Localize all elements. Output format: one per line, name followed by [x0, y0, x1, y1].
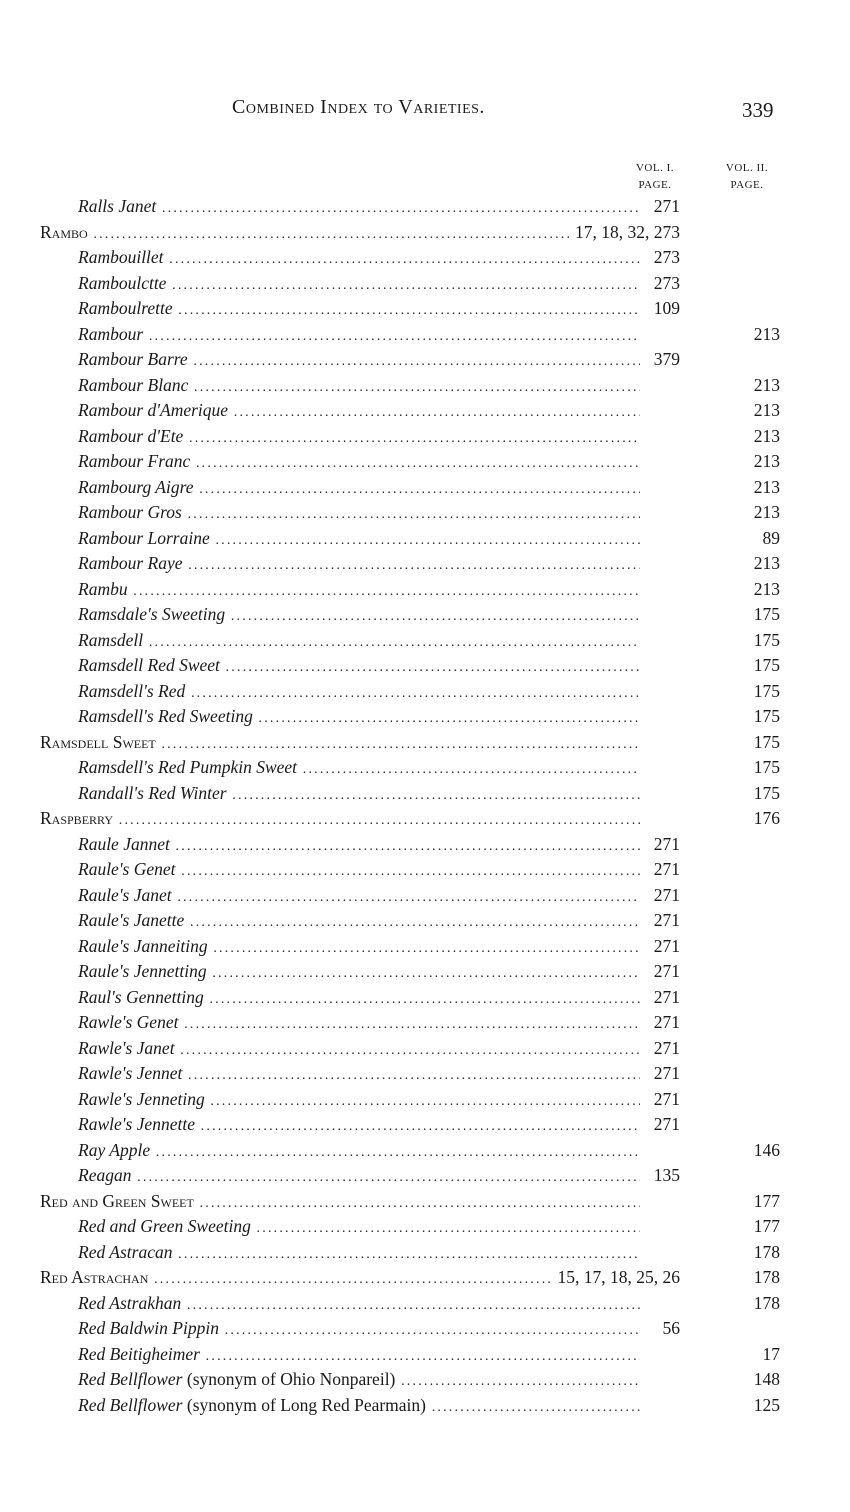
synonym-note: (synonym of Long Red Pearmain): [186, 1394, 426, 1415]
entry-label: [78, 475, 640, 503]
vol2-page-ref: 213: [753, 502, 780, 522]
variety-name: Rawle's Jennet: [78, 1063, 183, 1083]
index-entry-row: [0, 679, 850, 705]
vol2-page-ref: 213: [753, 374, 780, 395]
index-entry-row: [0, 934, 850, 960]
variety-name: Reagan: [78, 1165, 132, 1185]
entry-label: [78, 755, 640, 783]
page-number: 339: [742, 98, 774, 122]
index-entry-row: [0, 653, 850, 679]
variety-name: Raule Jannet: [78, 833, 170, 854]
variety-name: Rambour Lorraine: [78, 527, 210, 548]
index-entry-row: [0, 194, 850, 220]
variety-name: Rambourg Aigre: [78, 476, 194, 497]
variety-name: Ray Apple: [78, 1139, 151, 1160]
index-entry-row: [0, 1291, 850, 1317]
variety-name: Ralls Janet: [78, 196, 157, 216]
variety-name: Rambour Blanc: [78, 374, 189, 395]
entry-label: [78, 1163, 640, 1191]
index-entry-row: [0, 1112, 850, 1138]
vol2-page-ref: 175: [753, 706, 780, 726]
index-entry-row: [0, 832, 850, 858]
vol2-page-ref: 176: [753, 808, 780, 828]
entry-label: [78, 322, 640, 350]
vol2-page-ref: 175: [753, 629, 780, 650]
index-entry-row: [0, 628, 850, 654]
vol2-page-ref: 213: [753, 323, 780, 344]
entry-label: [40, 806, 640, 834]
index-entry-row: [0, 322, 850, 348]
index-entry-row: [0, 730, 850, 756]
vol2-header-line2: PAGE.: [730, 179, 764, 191]
vol1-page-ref: 271: [650, 194, 680, 220]
vol1-page-ref: 15, 17, 18, 25, 26: [554, 1265, 681, 1291]
vol2-page-ref: 213: [753, 578, 780, 599]
vol2-page-ref: 148: [753, 1369, 780, 1389]
vol1-page-ref: 56: [659, 1316, 681, 1342]
vol1-page-ref: 271: [650, 959, 680, 985]
index-entry-row: [0, 1240, 850, 1266]
index-entry-row: [0, 500, 850, 526]
variety-name: Rambu: [78, 578, 128, 599]
index-entry-row: [0, 347, 850, 373]
vol2-page-ref: 175: [753, 680, 780, 701]
variety-name: Rawle's Janet: [78, 1037, 175, 1058]
entry-label: [78, 883, 640, 911]
entry-label: [78, 857, 640, 885]
entry-label: [40, 1189, 640, 1217]
entry-label: [78, 679, 640, 707]
variety-name: Raule's Jennetting: [78, 961, 207, 981]
index-entry-row: [0, 908, 850, 934]
variety-name: Red Astrakhan: [78, 1292, 182, 1313]
vol1-page-ref: 271: [650, 934, 680, 960]
index-entry-row: [0, 577, 850, 603]
index-entry-row: [0, 1036, 850, 1062]
vol1-page-ref: 271: [650, 1036, 680, 1062]
variety-name: Red Astrachan: [40, 1267, 149, 1287]
index-entry-row: [0, 475, 850, 501]
index-entry-row: [0, 1316, 850, 1342]
variety-name: Ramboulctte: [78, 272, 167, 293]
index-entry-row: [0, 1393, 850, 1419]
vol2-page-ref: 177: [753, 1216, 780, 1236]
entry-label: [78, 373, 640, 401]
entry-label: [78, 1393, 640, 1421]
entry-label: [78, 245, 640, 273]
entry-label: [78, 908, 640, 936]
vol2-page-ref: 89: [762, 527, 780, 548]
vol1-header-line1: VOL. I.: [635, 162, 675, 174]
entry-label: [78, 194, 640, 222]
variety-name: Red Bellflower: [78, 1369, 183, 1389]
variety-name: Rambour d'Amerique: [78, 400, 229, 420]
entry-label: [78, 1087, 640, 1115]
entry-label: [78, 704, 640, 732]
entry-label: [78, 1342, 640, 1370]
variety-name: Ramsdell Sweet: [40, 731, 156, 752]
vol1-page-ref: 271: [650, 908, 680, 934]
vol1-page-ref: 109: [650, 296, 680, 322]
variety-name: Rambouillet: [78, 247, 164, 267]
variety-name: Rambo: [40, 221, 88, 242]
variety-name: Rambour Franc: [78, 451, 191, 471]
vol2-page-ref: 213: [753, 553, 780, 573]
index-entry-row: [0, 1189, 850, 1215]
vol2-page-ref: 178: [753, 1241, 780, 1262]
index-entry-row: [0, 985, 850, 1011]
vol1-page-ref: 271: [650, 883, 680, 909]
entry-label: [40, 1265, 640, 1293]
index-entry-row: [0, 1061, 850, 1087]
index-entry-row: [0, 271, 850, 297]
running-head: [0, 96, 850, 128]
index-entry-row: [0, 1163, 850, 1189]
vol1-page-ref: 135: [650, 1163, 680, 1189]
vol2-page-ref: 146: [753, 1139, 780, 1160]
page-title: Combined Index to Varieties.: [232, 96, 485, 118]
vol2-header-line1: VOL. II.: [725, 162, 769, 174]
entry-label: [78, 1316, 640, 1344]
entry-label: [78, 526, 640, 554]
index-entry-row: [0, 959, 850, 985]
entry-label: [78, 424, 640, 452]
entry-label: [78, 602, 640, 630]
vol1-header-line2: PAGE.: [638, 179, 672, 191]
entry-label: [78, 296, 640, 324]
index-entry-row: [0, 296, 850, 322]
vol1-page-ref: 271: [650, 1112, 680, 1138]
vol2-page-ref: 175: [753, 655, 780, 675]
entry-label: [78, 985, 640, 1013]
index-entry-row: [0, 755, 850, 781]
entry-label: [78, 271, 640, 299]
variety-name: Rawle's Jennette: [78, 1114, 195, 1134]
variety-name: Raule's Genet: [78, 859, 176, 879]
synonym-note: (synonym of Ohio Nonpareil): [186, 1369, 396, 1389]
vol2-page-ref: 213: [753, 476, 780, 497]
vol2-column-header: [712, 160, 782, 194]
variety-name: Rambour: [78, 323, 144, 344]
vol1-page-ref: 271: [650, 1010, 680, 1036]
variety-name: Raule's Janneiting: [78, 935, 208, 956]
entry-label: [78, 832, 640, 860]
index-entry-row: [0, 1138, 850, 1164]
index-entry-row: [0, 1367, 850, 1393]
index-entry-row: [0, 602, 850, 628]
variety-name: Raspberry: [40, 808, 114, 828]
entry-label: [78, 1214, 640, 1242]
variety-name: Red Baldwin Pippin: [78, 1318, 219, 1338]
entry-label: [78, 577, 640, 605]
entry-label: [40, 220, 640, 248]
vol2-page-ref: 125: [753, 1394, 780, 1415]
variety-name: Randall's Red Winter: [78, 782, 227, 803]
index-entry-row: [0, 1342, 850, 1368]
variety-name: Rambour Gros: [78, 502, 182, 522]
variety-name: Raule's Janette: [78, 910, 185, 930]
index-entry-row: [0, 857, 850, 883]
vol2-page-ref: 178: [753, 1292, 780, 1313]
entry-label: [78, 449, 640, 477]
index-entry-row: [0, 245, 850, 271]
entry-label: [78, 1291, 640, 1319]
entry-label: [78, 1112, 640, 1140]
vol1-page-ref: 271: [650, 857, 680, 883]
vol1-page-ref: 271: [650, 832, 680, 858]
variety-name: Rawle's Genet: [78, 1012, 179, 1032]
entry-label: [78, 1367, 640, 1395]
variety-name: Rambour Barre: [78, 349, 188, 369]
variety-name: Rambour d'Ete: [78, 425, 184, 446]
vol2-page-ref: 213: [753, 451, 780, 471]
vol2-page-ref: 177: [753, 1190, 780, 1211]
index-entry-row: [0, 424, 850, 450]
vol2-page-ref: 175: [753, 731, 780, 752]
index-entry-row: [0, 704, 850, 730]
index-entry-row: [0, 1214, 850, 1240]
entry-label: [78, 1138, 640, 1166]
entry-label: [78, 551, 640, 579]
entry-label: [78, 347, 640, 375]
vol2-page-ref: 213: [753, 425, 780, 446]
vol1-page-ref: 271: [650, 985, 680, 1011]
index-entry-row: [0, 1265, 850, 1291]
index-entry-row: [0, 1010, 850, 1036]
entry-label: [78, 1061, 640, 1089]
variety-name: Ramsdell's Red: [78, 680, 186, 701]
index-entry-row: [0, 806, 850, 832]
index-entry-row: [0, 373, 850, 399]
index-entry-row: [0, 883, 850, 909]
variety-name: Raule's Janet: [78, 884, 172, 905]
entry-label: [78, 1010, 640, 1038]
vol1-page-ref: 273: [650, 245, 680, 271]
vol1-page-ref: 273: [650, 271, 680, 297]
variety-name: Red Astracan: [78, 1241, 173, 1262]
index-entry-row: [0, 398, 850, 424]
variety-name: Ramsdale's Sweeting: [78, 604, 226, 624]
entry-label: [78, 653, 640, 681]
vol1-column-header: [620, 160, 690, 194]
variety-name: Ramsdell's Red Pumpkin Sweet: [78, 757, 298, 777]
index-entry-row: [0, 526, 850, 552]
variety-name: Red and Green Sweeting: [78, 1216, 251, 1236]
entry-label: [78, 500, 640, 528]
entry-label: [78, 781, 640, 809]
variety-name: Red Bellflower: [78, 1394, 183, 1415]
vol1-page-ref: 379: [650, 347, 680, 373]
variety-name: Rambour Raye: [78, 553, 183, 573]
index-entry-row: [0, 1087, 850, 1113]
vol2-page-ref: 175: [753, 757, 780, 777]
vol2-page-ref: 213: [753, 400, 780, 420]
entry-label: [40, 730, 640, 758]
vol1-page-ref: 17, 18, 32, 273: [571, 220, 680, 246]
variety-name: Ramboulrette: [78, 298, 173, 318]
entry-label: [78, 1036, 640, 1064]
variety-name: Raul's Gennetting: [78, 986, 204, 1007]
variety-name: Rawle's Jenneting: [78, 1088, 205, 1109]
vol1-page-ref: 271: [650, 1061, 680, 1087]
entry-label: [78, 934, 640, 962]
index-entry-row: [0, 220, 850, 246]
variety-name: Ramsdell Red Sweet: [78, 655, 220, 675]
vol2-page-ref: 175: [753, 604, 780, 624]
entry-label: [78, 959, 640, 987]
entry-label: [78, 398, 640, 426]
variety-name: Ramsdell: [78, 629, 144, 650]
vol2-page-ref: 175: [753, 782, 780, 803]
vol1-page-ref: 271: [650, 1087, 680, 1113]
variety-name: Ramsdell's Red Sweeting: [78, 706, 253, 726]
entry-label: [78, 1240, 640, 1268]
variety-name: Red and Green Sweet: [40, 1190, 194, 1211]
index-entry-row: [0, 449, 850, 475]
vol2-page-ref: 178: [753, 1267, 780, 1287]
variety-name: Red Beitigheimer: [78, 1343, 200, 1364]
index-entry-row: [0, 551, 850, 577]
vol2-page-ref: 17: [762, 1343, 780, 1364]
index-entry-row: [0, 781, 850, 807]
entry-label: [78, 628, 640, 656]
